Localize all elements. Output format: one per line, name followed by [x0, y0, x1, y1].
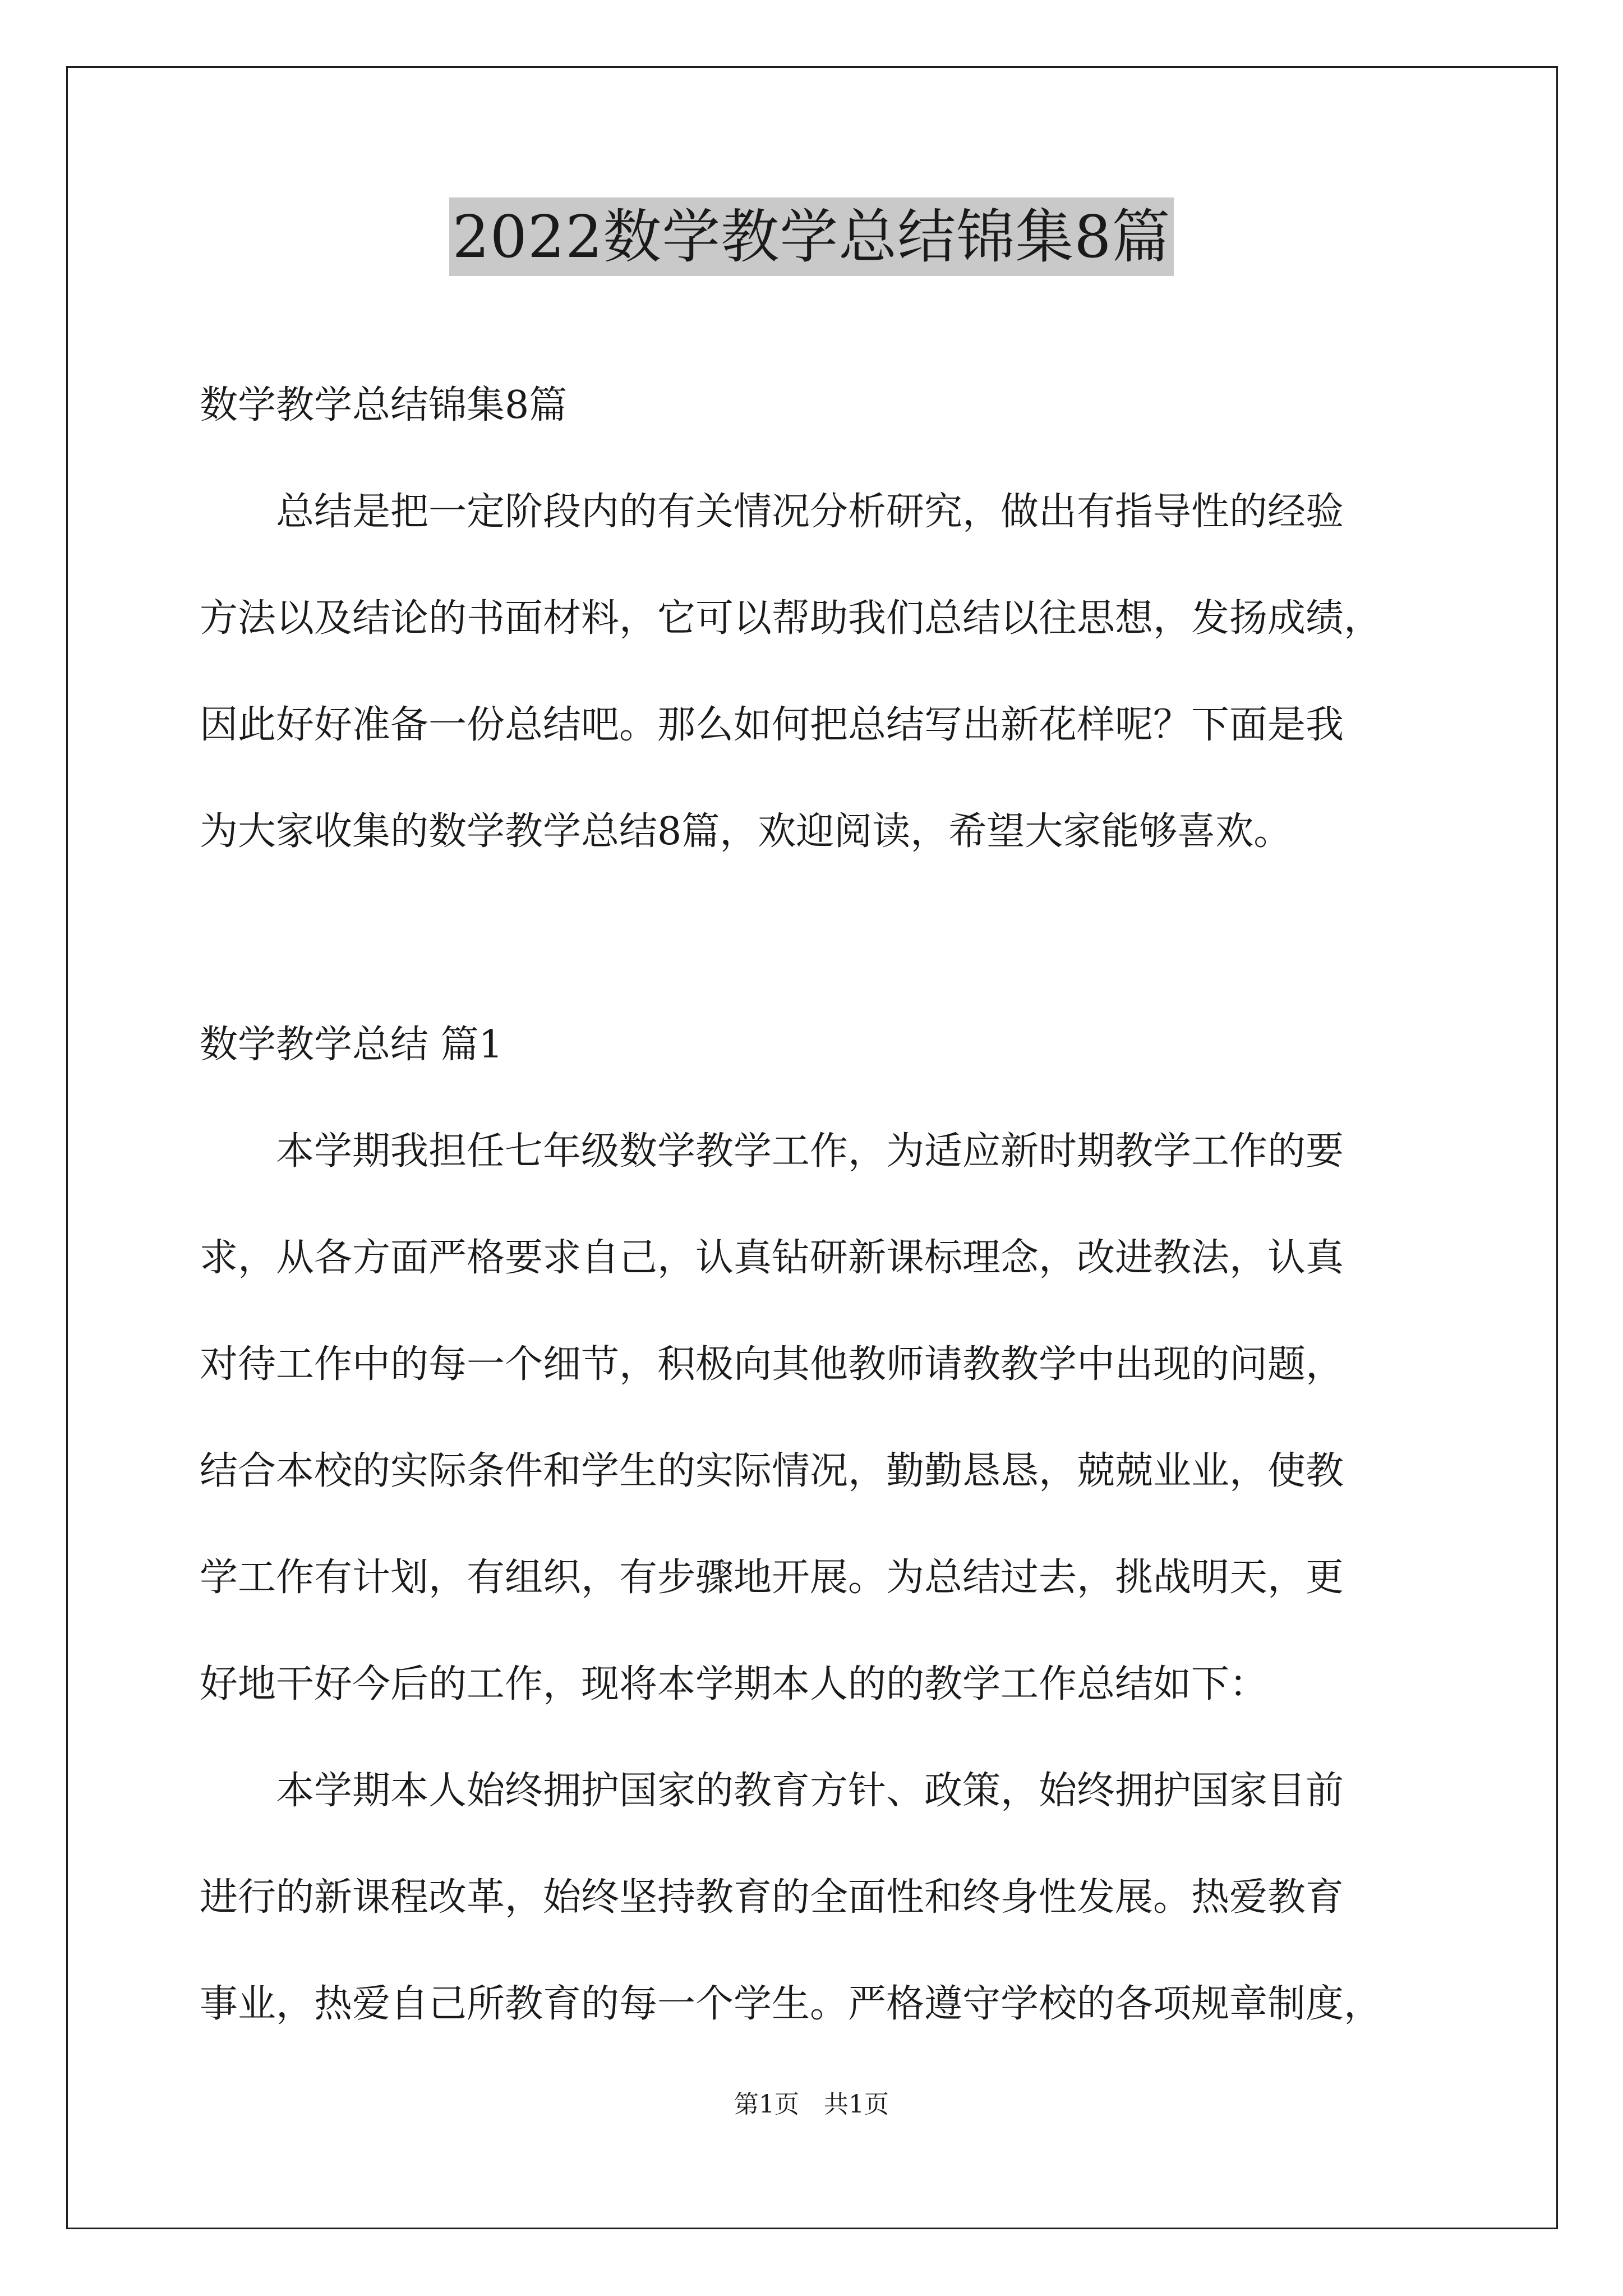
body-line: 求，从各方面严格要求自己，认真钻研新课标理念，改进教法，认真	[200, 1236, 1344, 1280]
document-body	[200, 352, 1431, 2058]
title-container	[0, 197, 1623, 276]
page-number-footer: 第1页 共1页	[734, 2090, 889, 2119]
paragraph-spacer	[200, 885, 1431, 992]
body-line: 进行的新课程改革，始终坚持教育的全面性和终身性发展。热爱教育	[200, 1875, 1344, 1920]
body-line: 结合本校的实际条件和学生的实际情况，勤勤恳恳，兢兢业业，使教	[200, 1449, 1344, 1493]
body-line: 对待工作中的每一个细节，积极向其他教师请教教学中出现的问题，	[200, 1342, 1344, 1387]
section-heading: 数学教学总结 篇1	[200, 1023, 503, 1067]
body-line: 本学期我担任七年级数学教学工作，为适应新时期教学工作的要	[276, 1129, 1344, 1174]
body-line: 本学期本人始终拥护国家的教育方针、政策，始终拥护国家目前	[276, 1769, 1344, 1813]
body-line: 事业，热爱自己所教育的每一个学生。严格遵守学校的各项规章制度，	[200, 1982, 1382, 2026]
intro-line: 总结是把一定阶段内的有关情况分析研究，做出有指导性的经验	[276, 490, 1344, 534]
body-line: 学工作有计划，有组织，有步骤地开展。为总结过去，挑战明天，更	[200, 1556, 1344, 1600]
document-title: 2022数学教学总结锦集8篇	[449, 197, 1174, 276]
intro-line: 因此好好准备一份总结吧。那么如何把总结写出新花样呢？下面是我	[200, 703, 1344, 747]
intro-line: 方法以及结论的书面材料，它可以帮助我们总结以往思想，发扬成绩，	[200, 596, 1382, 641]
document-subtitle: 数学教学总结锦集8篇	[200, 383, 568, 427]
body-line: 好地干好今后的工作，现将本学期本人的的教学工作总结如下：	[200, 1662, 1268, 1706]
intro-line: 为大家收集的数学教学总结8篇，欢迎阅读，希望大家能够喜欢。	[200, 809, 1292, 854]
